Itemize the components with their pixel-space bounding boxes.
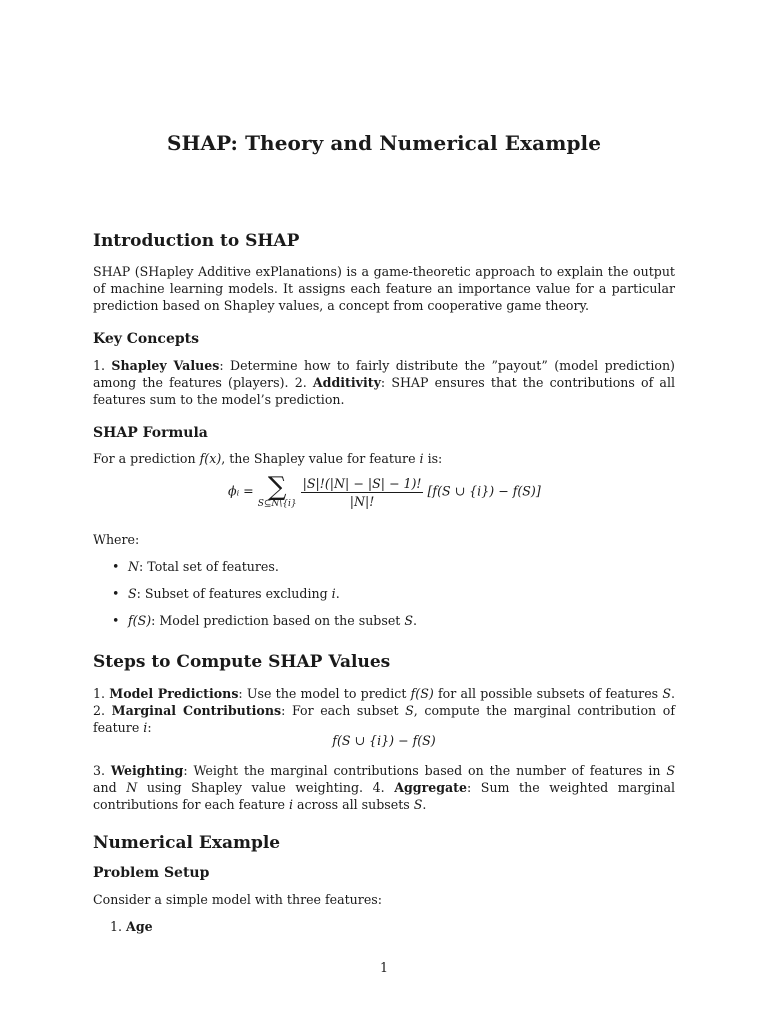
numerical-example-heading: Numerical Example bbox=[93, 833, 281, 853]
list-item: 1. Age bbox=[110, 919, 153, 934]
summation-subscript: S⊆N\{i} bbox=[257, 499, 297, 509]
problem-setup-text: Consider a simple model with three features: bbox=[93, 892, 382, 907]
marginal-contribution-equation: f(S ∪ {i}) − f(S) bbox=[332, 733, 436, 748]
problem-setup-heading: Problem Setup bbox=[93, 865, 210, 881]
steps-heading: Steps to Compute SHAP Values bbox=[93, 652, 391, 672]
page-number: 1 bbox=[379, 960, 388, 975]
summation-symbol: ∑ S⊆N\{i} bbox=[257, 472, 297, 509]
formula-denominator: |N|! bbox=[349, 493, 375, 509]
term-shapley-values: Shapley Values bbox=[111, 358, 220, 373]
term-additivity: Additivity bbox=[312, 375, 381, 390]
term-weighting: Weighting bbox=[110, 763, 184, 778]
key-concepts-paragraph: 1. Shapley Values: Determine how to fairly distribute the ”payout” (model prediction) among the features (players). 2. Additivity: SHAP ensures that the contributions of all features sum to the model’s prediction. bbox=[93, 358, 675, 407]
intro-heading: Introduction to SHAP bbox=[93, 231, 300, 251]
shapley-formula bbox=[228, 472, 541, 509]
formula-rhs: [f(S ∪ {i}) − f(S)] bbox=[427, 483, 541, 499]
steps-paragraph-2: 3. Weighting: Weight the marginal contributions based on the number of features in S and N using Shapley value weighting. 4. Aggregate: Sum the weighted marginal contributions for each feature i across all subsets S. bbox=[93, 763, 675, 812]
intro-paragraph: SHAP (SHapley Additive exPlanations) is a game-theoretic approach to explain the output of machine learning models. It assigns each feature an importance value for a particular prediction based on Shapley values, a concept from cooperative game theory. bbox=[93, 264, 675, 313]
feature-age: Age bbox=[126, 919, 153, 934]
where-label: Where: bbox=[93, 532, 140, 547]
term-marginal-contributions: Marginal Contributions bbox=[111, 703, 282, 718]
bullet-item: • f(S): Model prediction based on the subset S. bbox=[112, 613, 418, 628]
formula-numerator: |S|!(|N| − |S| − 1)! bbox=[302, 475, 422, 491]
term-aggregate: Aggregate bbox=[394, 780, 468, 795]
document-title: SHAP: Theory and Numerical Example bbox=[166, 131, 602, 155]
bullet-item: • S: Subset of features excluding i. bbox=[112, 586, 340, 601]
term-model-predictions: Model Predictions bbox=[109, 686, 239, 701]
formula-lhs: ϕᵢ = bbox=[228, 483, 254, 499]
formula-fraction bbox=[301, 476, 424, 509]
key-concepts-heading: Key Concepts bbox=[93, 331, 200, 347]
steps-paragraph-1: 1. Model Predictions: Use the model to predict f(S) for all possible subsets of features S. 2. Marginal Contributions: For each subset S, compute the marginal contribution of feature i: bbox=[93, 686, 675, 735]
bullet-item: • N: Total set of features. bbox=[112, 559, 279, 574]
shap-formula-heading: SHAP Formula bbox=[93, 425, 208, 441]
formula-lead-text: For a prediction f(x), the Shapley value for feature i is: bbox=[93, 451, 443, 466]
